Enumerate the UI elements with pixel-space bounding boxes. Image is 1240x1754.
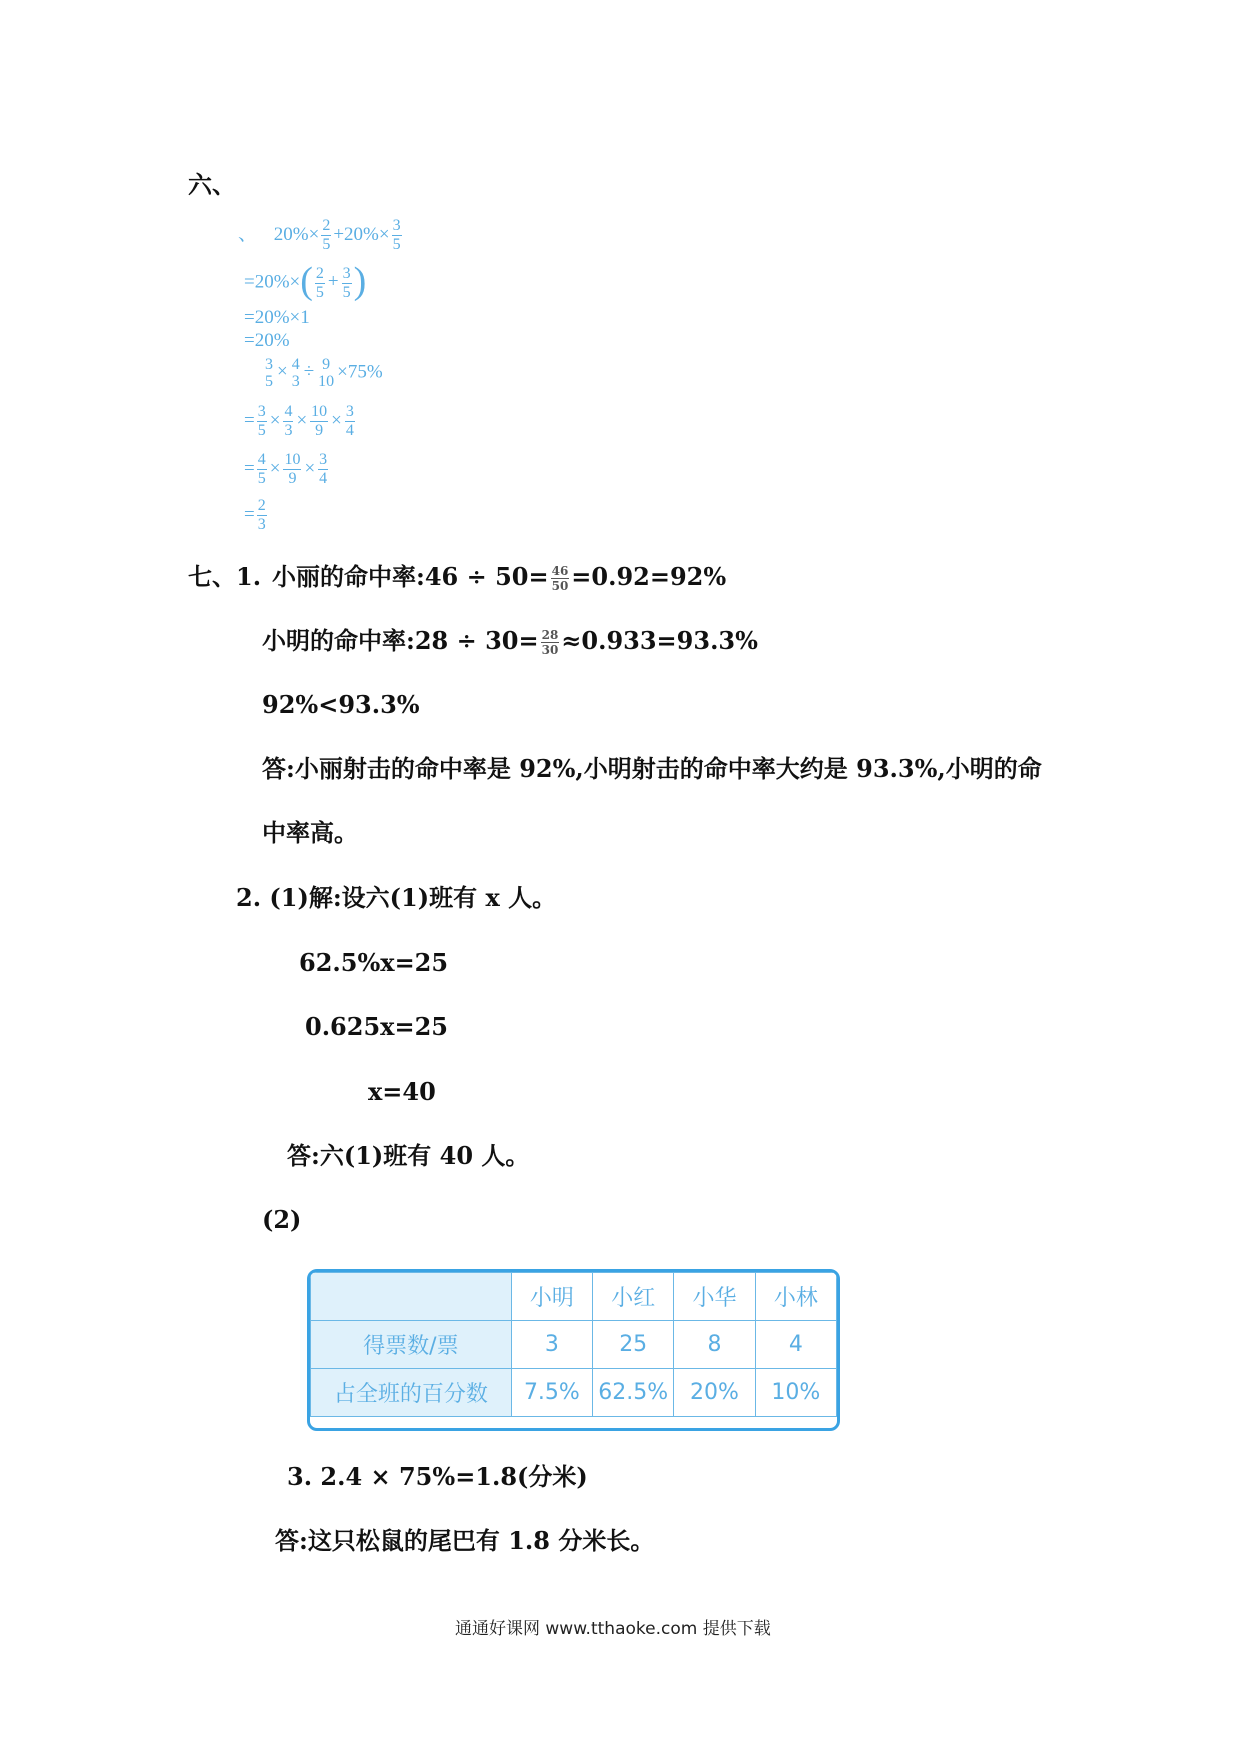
table-cell: 4 [755, 1321, 836, 1369]
fraction: $\frac{4}{5}$ [257, 451, 266, 487]
fraction: 4 3 [291, 356, 300, 390]
s6-p2-line4: = $\frac{2}{3}$ [244, 497, 266, 533]
row-header: 得票数/票 [311, 1321, 512, 1369]
q1-line3: 92%<93.3% [262, 690, 420, 719]
s6-p1-line4: =20% [244, 330, 290, 351]
table-cell: 62.5% [593, 1369, 674, 1417]
vote-table [310, 1272, 837, 1417]
fraction: $\frac{10}{9}$ [311, 403, 328, 439]
fraction: $\frac{3}{4}$ [345, 403, 354, 439]
fraction: $\frac{28}{30}$ [541, 628, 559, 657]
col-header: 小明 [511, 1273, 592, 1321]
q1-line2: 小明的命中率:28 ÷ 30= $\frac{28}{30}$ ≈0.933=93.3% [262, 626, 758, 657]
col-header: 小林 [755, 1273, 836, 1321]
fraction: 3 5 [265, 356, 273, 390]
table-header-row [311, 1273, 837, 1321]
q2-line3: 0.625x=25 [305, 1012, 448, 1041]
fraction: $\frac{2}{5}$ [315, 264, 324, 301]
row-header: 占全班的百分数 [311, 1369, 512, 1417]
table-cell: 8 [674, 1321, 755, 1369]
q2-part2-label: (2) [262, 1205, 302, 1234]
s6-p2-line2: = $\frac{3}{5}$ × $\frac{4}{3}$ × $\frac{10}{9}$ × $\frac{3}{4}$ [244, 403, 354, 439]
col-header: 小红 [593, 1273, 674, 1321]
q2-line4: x=40 [368, 1077, 436, 1106]
fraction: $\frac{10}{9}$ [284, 451, 301, 487]
s6-p1-line3: =20%×1 [244, 307, 310, 328]
footer-watermark: 通通好课网 www.tthaoke.com 提供下载 [455, 1619, 771, 1639]
table-cell: 7.5% [511, 1369, 592, 1417]
fraction: $\frac{3}{5}$ [342, 264, 351, 301]
fraction: 9 10 [318, 356, 335, 390]
fraction: $\frac{3}{4}$ [319, 451, 328, 487]
table-row [311, 1369, 837, 1417]
section-7-label: 七、1. [188, 562, 262, 591]
q1-answer-line1: 答:小丽射击的命中率是 92%,小明射击的命中率大约是 93.3%,小明的命 [262, 754, 1042, 783]
q2-line1: 2. (1)解:设六(1)班有 x 人。 [236, 883, 557, 912]
table-row [311, 1321, 837, 1369]
q3-answer: 答:这只松鼠的尾巴有 1.8 分米长。 [275, 1526, 655, 1555]
item-marker: 、 [238, 223, 258, 245]
fraction: $\frac{2}{5}$ [322, 217, 331, 253]
q1-answer-line2: 中率高。 [262, 818, 358, 847]
s6-p2-line1: 3 5 × 4 3 ÷ 9 10 ×75% [265, 356, 383, 390]
table-cell: 3 [511, 1321, 592, 1369]
q1-line1: 小丽的命中率:46 ÷ 50= $\frac{46}{50}$ =0.92=92% [272, 562, 727, 593]
fraction: $\frac{3}{5}$ [257, 403, 266, 439]
fraction: $\frac{2}{3}$ [257, 497, 266, 533]
fraction: $\frac{3}{5}$ [392, 217, 401, 253]
vote-table-frame [307, 1269, 840, 1431]
col-header: 小华 [674, 1273, 755, 1321]
fraction: $\frac{46}{50}$ [551, 564, 569, 593]
s6-p1-line1: 、 20%× $\frac{2}{5}$ +20%× $\frac{3}{5}$ [238, 217, 401, 253]
q2-line2: 62.5%x=25 [299, 948, 449, 977]
table-corner [311, 1273, 512, 1321]
q2-answer: 答:六(1)班有 40 人。 [287, 1141, 530, 1170]
q3-line1: 3. 2.4 × 75%=1.8(分米) [287, 1462, 588, 1491]
s6-p2-line3: = $\frac{4}{5}$ × $\frac{10}{9}$ × $\frac{3}{4}$ [244, 451, 328, 487]
s6-p1-line2: =20%×( $\frac{2}{5}$ + $\frac{3}{5}$ ) [244, 260, 367, 302]
fraction: $\frac{4}{3}$ [284, 403, 293, 439]
table-cell: 20% [674, 1369, 755, 1417]
table-cell: 10% [755, 1369, 836, 1417]
table-cell: 25 [593, 1321, 674, 1369]
section-6-label: 六、 [188, 170, 236, 199]
